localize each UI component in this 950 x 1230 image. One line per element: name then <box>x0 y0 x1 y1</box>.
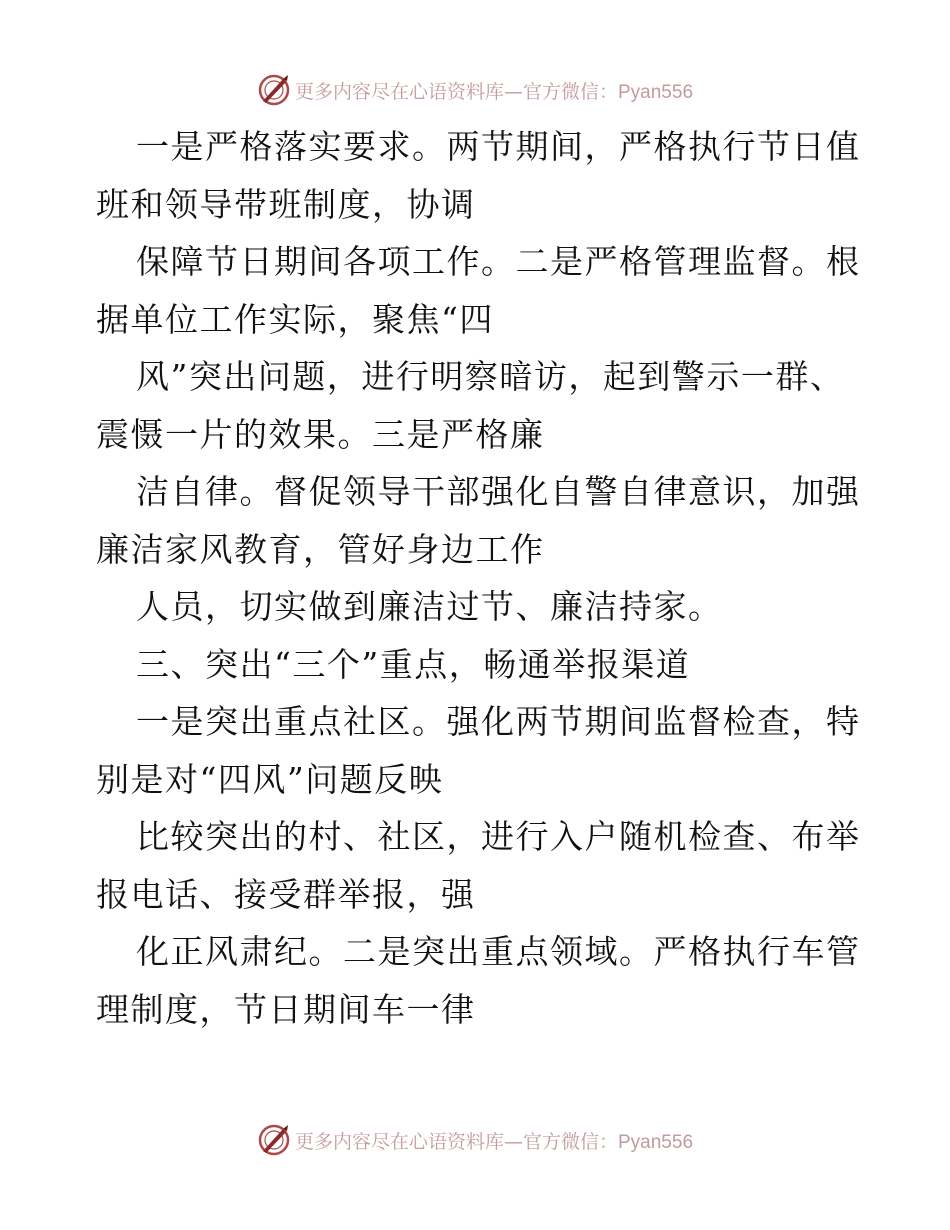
watermark-text <box>295 1127 693 1154</box>
text-line: 人员，切实做到廉洁过节、廉洁持家。 <box>136 587 723 626</box>
body-text <box>96 118 876 1038</box>
watermark-wechat-id: Pyan556 <box>618 1131 694 1153</box>
text-line: 三、突出“三个”重点，畅通举报渠道 <box>136 644 691 684</box>
watermark-wechat-id: Pyan556 <box>618 81 694 103</box>
text-line: 一是严格落实要求。两节期间，严格执行节日值 <box>136 127 861 166</box>
watermark-label: 更多内容尽在心语资料库—官方微信： <box>294 1130 618 1153</box>
text-line: 理制度，节日期间车一律 <box>96 989 476 1029</box>
text-line: 报电话、接受群举报，强 <box>96 874 476 914</box>
watermark-text <box>295 77 693 104</box>
watermark-label: 更多内容尽在心语资料库—官方微信： <box>294 80 618 103</box>
text-line: 震慑一片的效果。三是严格廉 <box>96 414 545 454</box>
text-line: 班和领导带班制度，协调 <box>96 184 476 224</box>
text-line: 洁自律。督促领导干部强化自警自律意识，加强 <box>136 472 861 511</box>
text-line: 一是突出重点社区。强化两节期间监督检查，特 <box>136 702 861 741</box>
text-line: 比较突出的村、社区，进行入户随机检查、布举 <box>136 817 861 856</box>
footer-watermark <box>0 1120 950 1160</box>
text-line: 风”突出问题，进行明察暗访，起到警示一群、 <box>136 357 845 396</box>
quill-seal-icon <box>257 1123 291 1157</box>
quill-seal-icon <box>257 73 291 107</box>
text-line: 廉洁家风教育，管好身边工作 <box>96 529 545 569</box>
text-line: 别是对“四风”问题反映 <box>96 759 444 799</box>
text-line: 保障节日期间各项工作。二是严格管理监督。根 <box>136 242 861 281</box>
text-line: 化正风肃纪。二是突出重点领域。严格执行车管 <box>136 932 861 971</box>
text-line: 据单位工作实际，聚焦“四 <box>96 299 494 339</box>
header-watermark <box>0 70 950 110</box>
